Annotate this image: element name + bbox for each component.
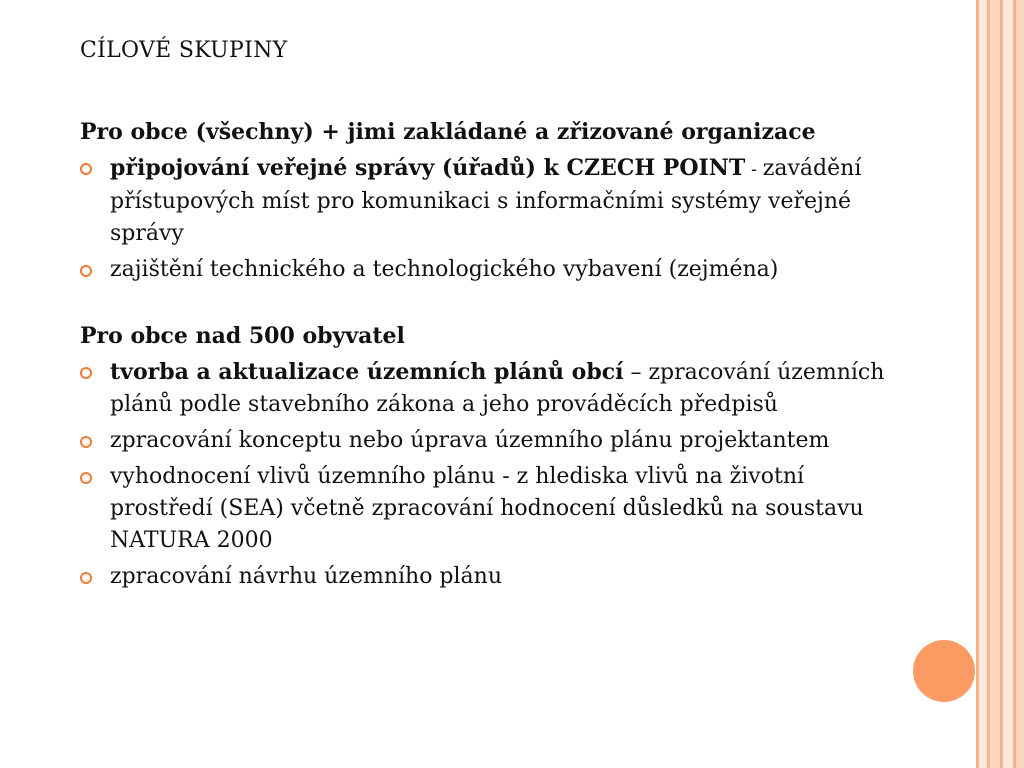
- bullet-circle-icon: [80, 367, 92, 379]
- section-heading-all-municipalities: Pro obce (všechny) + jimi zakládané a zřizované organizace: [80, 119, 816, 145]
- list-item: [80, 254, 910, 286]
- list-item-text: zavádění přístupových míst pro komunikaci s informačními systémy veřejné správy: [110, 156, 862, 246]
- bullet-circle-icon: [80, 436, 92, 448]
- bullet-list-over-500: [80, 356, 910, 593]
- list-item: [80, 152, 910, 250]
- list-item-separator: –: [623, 360, 649, 385]
- list-item: [80, 356, 910, 421]
- list-item-text: vyhodnocení vlivů územního plánu - z hlediska vlivů na životní prostředí (SEA) včetně zpracování hodnocení důsledků na soustavu NATURA 2000: [110, 464, 864, 553]
- list-item-bold: připojování veřejné správy (úřadů) k CZECH POINT: [110, 155, 746, 181]
- slide-content: [80, 34, 910, 597]
- decorative-orange-circle: [913, 640, 975, 702]
- list-item: [80, 461, 910, 557]
- section-heading-over-500: Pro obce nad 500 obyvatel: [80, 323, 405, 349]
- list-item-text: zajištění technického a technologického vybavení (zejména): [110, 257, 779, 282]
- decorative-side-stripes: [976, 0, 1024, 768]
- list-item: [80, 425, 910, 457]
- slide-title: CÍLOVÉ SKUPINY: [80, 38, 288, 63]
- bullet-circle-icon: [80, 472, 92, 484]
- list-item-bold: tvorba a aktualizace územních plánů obcí: [110, 359, 624, 385]
- bullet-circle-icon: [80, 572, 92, 584]
- list-item-text: zpracování územních plánů podle stavebního zákona a jeho prováděcích předpisů: [110, 360, 885, 417]
- bullet-circle-icon: [80, 163, 92, 175]
- list-item-separator: -: [745, 159, 763, 180]
- bullet-list-all-municipalities: [80, 152, 910, 286]
- bullet-circle-icon: [80, 265, 92, 277]
- list-item-text: zpracování konceptu nebo úprava územního plánu projektantem: [110, 428, 830, 453]
- list-item-text: zpracování návrhu územního plánu: [110, 564, 503, 589]
- list-item: [80, 561, 910, 593]
